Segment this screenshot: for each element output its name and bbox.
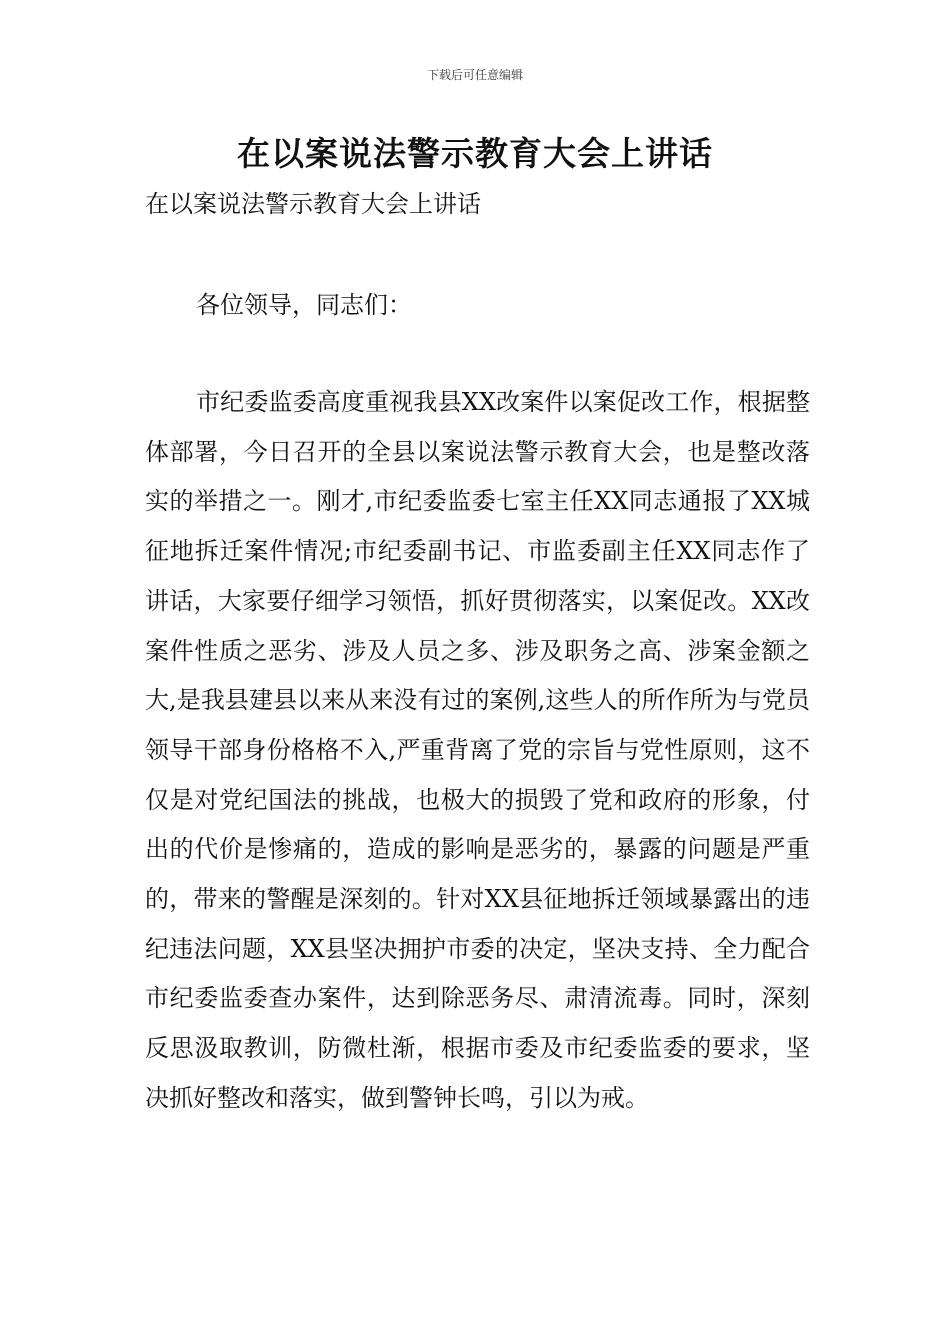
document-title: 在以案说法警示教育大会上讲话 [237, 134, 713, 173]
document-subtitle: 在以案说法警示教育大会上讲话 [145, 190, 481, 218]
salutation: 各位领导，同志们： [196, 291, 412, 319]
body-paragraph: 市纪委监委高度重视我县XX改案件以案促改工作，根据整体部署，今日召开的全县以案说法警示教育大会，也是整改落实的举措之一。刚才,市纪委监委七室主任XX同志通报了XX城征地拆迁案件情况;市纪委副书记、市监委副主任XX同志作了讲话，大家要仔细学习领悟，抓好贯彻落实，以案促改。XX改案件性质之恶劣、涉及人员之多、涉及职务之高、涉案金额之大,是我县建县以来从来没有过的案例,这些人的所作所为与党员领导干部身份格格不入,严重背离了党的宗旨与党性原则，这不仅是对党纪国法的挑战，也极大的损毁了党和政府的形象，付出的代价是惨痛的，造成的影响是恶劣的，暴露的问题是严重的，带来的警醒是深刻的。针对XX县征地拆迁领域暴露出的违纪违法问题，XX县坚决拥护市委的决定，坚决支持、全力配合市纪委监委查办案件，达到除恶务尽、肃清流毒。同时，深刻反思汲取教训，防微杜渐，根据市委及市纪委监委的要求，坚决抓好整改和落实，做到警钟长鸣，引以为戒。 [145, 388, 810, 1112]
page-header-note: 下载后可任意编辑 [426, 68, 523, 82]
